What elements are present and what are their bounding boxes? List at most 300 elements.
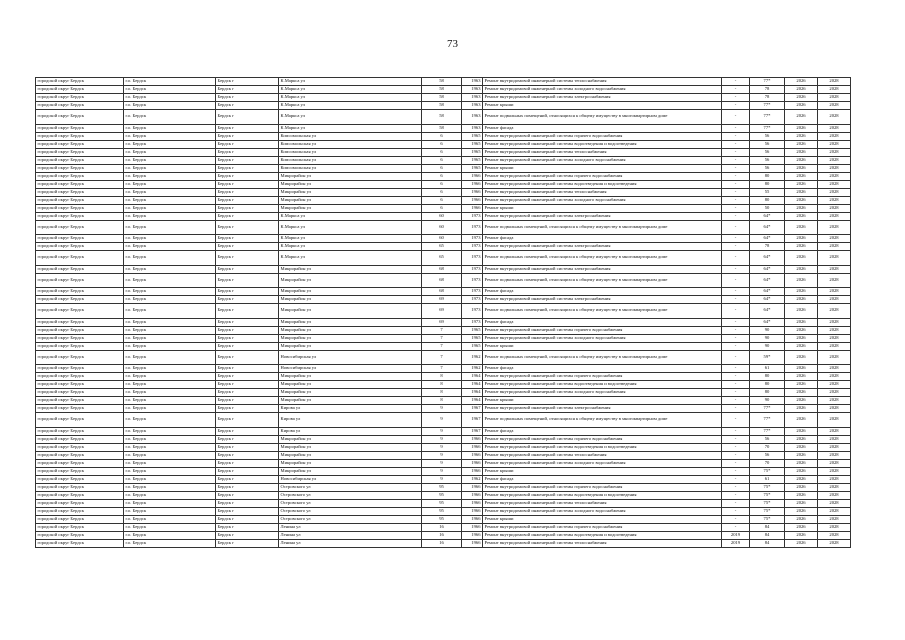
last-repair-year-cell: - <box>722 132 750 140</box>
locality-cell: Бердск г <box>216 467 279 475</box>
street-cell: Микрорайон ул <box>279 304 422 319</box>
build-year-cell: 1965 <box>462 326 483 334</box>
table-row <box>36 459 851 467</box>
house-number-cell: 9 <box>422 435 462 443</box>
street-cell: Ленина ул <box>279 539 422 547</box>
page-number: 73 <box>447 38 458 50</box>
work-type-cell: Ремонт фасада <box>483 318 722 326</box>
plan-start-cell: 2026 <box>785 86 818 94</box>
table-row <box>36 318 851 326</box>
street-cell: Микрорайон ул <box>279 459 422 467</box>
plan-end-cell: 2028 <box>818 180 851 188</box>
locality-cell: Бердск г <box>216 389 279 397</box>
plan-end-cell: 2028 <box>818 156 851 164</box>
street-cell: Микрорайон ул <box>279 342 422 350</box>
build-year-cell: 1973 <box>462 212 483 220</box>
municipality-cell: городской округ Бердск <box>36 413 124 428</box>
work-type-cell: Ремонт внутридомовой инженерной системы холодного водоснабжения <box>483 459 722 467</box>
house-number-cell: 9 <box>422 459 462 467</box>
settlement-cell: г.о. Бердск <box>124 365 216 373</box>
house-number-cell: 9 <box>422 467 462 475</box>
plan-end-cell: 2028 <box>818 475 851 483</box>
street-cell: Микрорайон ул <box>279 381 422 389</box>
plan-start-cell: 2026 <box>785 243 818 251</box>
build-year-cell: 1963 <box>462 86 483 94</box>
wear-percent-cell: 80 <box>750 381 785 389</box>
work-type-cell: Ремонт внутридомовой инженерной системы водоотведения и водоотведения <box>483 140 722 148</box>
build-year-cell: 1965 <box>462 164 483 172</box>
wear-percent-cell: 70 <box>750 459 785 467</box>
plan-end-cell: 2028 <box>818 132 851 140</box>
municipality-cell: городской округ Бердск <box>36 243 124 251</box>
municipality-cell: городской округ Бердск <box>36 196 124 204</box>
municipality-cell: городской округ Бердск <box>36 483 124 491</box>
last-repair-year-cell: - <box>722 265 750 273</box>
plan-start-cell: 2026 <box>785 381 818 389</box>
last-repair-year-cell: - <box>722 326 750 334</box>
build-year-cell: 1973 <box>462 304 483 319</box>
last-repair-year-cell: - <box>722 515 750 523</box>
locality-cell: Бердск г <box>216 459 279 467</box>
locality-cell: Бердск г <box>216 243 279 251</box>
plan-start-cell: 2026 <box>785 467 818 475</box>
build-year-cell: 1964 <box>462 381 483 389</box>
last-repair-year-cell: - <box>722 381 750 389</box>
locality-cell: Бердск г <box>216 405 279 413</box>
settlement-cell: г.о. Бердск <box>124 132 216 140</box>
settlement-cell: г.о. Бердск <box>124 164 216 172</box>
last-repair-year-cell: - <box>722 273 750 288</box>
house-number-cell: 16 <box>422 523 462 531</box>
plan-start-cell: 2026 <box>785 124 818 132</box>
plan-start-cell: 2026 <box>785 188 818 196</box>
settlement-cell: г.о. Бердск <box>124 124 216 132</box>
wear-percent-cell: 55 <box>750 188 785 196</box>
settlement-cell: г.о. Бердск <box>124 196 216 204</box>
plan-start-cell: 2026 <box>785 334 818 342</box>
locality-cell: Бердск г <box>216 342 279 350</box>
municipality-cell: городской округ Бердск <box>36 523 124 531</box>
last-repair-year-cell: - <box>722 443 750 451</box>
street-cell: К.Маркса ул <box>279 220 422 235</box>
last-repair-year-cell: - <box>722 164 750 172</box>
plan-end-cell: 2028 <box>818 539 851 547</box>
plan-end-cell: 2028 <box>818 413 851 428</box>
plan-start-cell: 2026 <box>785 288 818 296</box>
plan-start-cell: 2026 <box>785 483 818 491</box>
plan-start-cell: 2026 <box>785 443 818 451</box>
work-type-cell: Ремонт внутридомовой инженерной системы холодного водоснабжения <box>483 334 722 342</box>
work-type-cell: Ремонт внутридомовой инженерной системы холодного водоснабжения <box>483 196 722 204</box>
work-type-cell: Ремонт внутридомовой инженерной системы теплоснабжения <box>483 148 722 156</box>
settlement-cell: г.о. Бердск <box>124 110 216 125</box>
last-repair-year-cell: - <box>722 296 750 304</box>
wear-percent-cell: 77* <box>750 110 785 125</box>
settlement-cell: г.о. Бердск <box>124 318 216 326</box>
wear-percent-cell: 64* <box>750 296 785 304</box>
locality-cell: Бердск г <box>216 296 279 304</box>
build-year-cell: 1966 <box>462 204 483 212</box>
settlement-cell: г.о. Бердск <box>124 94 216 102</box>
plan-start-cell: 2026 <box>785 523 818 531</box>
last-repair-year-cell: - <box>722 467 750 475</box>
house-number-cell: 16 <box>422 531 462 539</box>
settlement-cell: г.о. Бердск <box>124 413 216 428</box>
table-row <box>36 531 851 539</box>
plan-start-cell: 2026 <box>785 235 818 243</box>
street-cell: К.Маркса ул <box>279 94 422 102</box>
house-number-cell: 9 <box>422 443 462 451</box>
plan-end-cell: 2028 <box>818 459 851 467</box>
municipality-cell: городской округ Бердск <box>36 365 124 373</box>
locality-cell: Бердск г <box>216 78 279 86</box>
table-row <box>36 499 851 507</box>
last-repair-year-cell: - <box>722 507 750 515</box>
plan-end-cell: 2028 <box>818 94 851 102</box>
locality-cell: Бердск г <box>216 435 279 443</box>
municipality-cell: городской округ Бердск <box>36 164 124 172</box>
last-repair-year-cell: - <box>722 86 750 94</box>
locality-cell: Бердск г <box>216 365 279 373</box>
plan-start-cell: 2026 <box>785 397 818 405</box>
street-cell: К.Маркса ул <box>279 86 422 94</box>
plan-start-cell: 2026 <box>785 475 818 483</box>
build-year-cell: 1965 <box>462 148 483 156</box>
build-year-cell: 1966 <box>462 499 483 507</box>
work-type-cell: Ремонт подвальных помещений, относящихся к общему имуществу в многоквартирном доме <box>483 350 722 365</box>
municipality-cell: городской округ Бердск <box>36 539 124 547</box>
table-row <box>36 78 851 86</box>
house-number-cell: 68 <box>422 265 462 273</box>
last-repair-year-cell: - <box>722 180 750 188</box>
plan-end-cell: 2028 <box>818 243 851 251</box>
locality-cell: Бердск г <box>216 373 279 381</box>
street-cell: Микрорайон ул <box>279 273 422 288</box>
house-number-cell: 7 <box>422 326 462 334</box>
locality-cell: Бердск г <box>216 491 279 499</box>
municipality-cell: городской округ Бердск <box>36 296 124 304</box>
locality-cell: Бердск г <box>216 397 279 405</box>
municipality-cell: городской округ Бердск <box>36 124 124 132</box>
wear-percent-cell: 78 <box>750 243 785 251</box>
house-number-cell: 58 <box>422 102 462 110</box>
plan-end-cell: 2028 <box>818 148 851 156</box>
house-number-cell: 6 <box>422 180 462 188</box>
locality-cell: Бердск г <box>216 507 279 515</box>
plan-start-cell: 2026 <box>785 180 818 188</box>
plan-start-cell: 2026 <box>785 531 818 539</box>
last-repair-year-cell: - <box>722 172 750 180</box>
street-cell: Микрорайон ул <box>279 334 422 342</box>
house-number-cell: 7 <box>422 342 462 350</box>
plan-end-cell: 2028 <box>818 86 851 94</box>
street-cell: Микрорайон ул <box>279 451 422 459</box>
wear-percent-cell: 90 <box>750 326 785 334</box>
wear-percent-cell: 56 <box>750 156 785 164</box>
build-year-cell: 1973 <box>462 251 483 266</box>
plan-end-cell: 2028 <box>818 443 851 451</box>
build-year-cell: 1962 <box>462 365 483 373</box>
plan-start-cell: 2026 <box>785 164 818 172</box>
table-row <box>36 483 851 491</box>
house-number-cell: 8 <box>422 373 462 381</box>
table-row <box>36 204 851 212</box>
house-number-cell: 60 <box>422 220 462 235</box>
wear-percent-cell: 80 <box>750 172 785 180</box>
settlement-cell: г.о. Бердск <box>124 491 216 499</box>
plan-end-cell: 2028 <box>818 164 851 172</box>
locality-cell: Бердск г <box>216 531 279 539</box>
locality-cell: Бердск г <box>216 204 279 212</box>
plan-end-cell: 2028 <box>818 124 851 132</box>
table-row <box>36 475 851 483</box>
locality-cell: Бердск г <box>216 164 279 172</box>
wear-percent-cell: 75* <box>750 515 785 523</box>
house-number-cell: 6 <box>422 172 462 180</box>
locality-cell: Бердск г <box>216 124 279 132</box>
table-row <box>36 265 851 273</box>
table-row <box>36 373 851 381</box>
last-repair-year-cell: - <box>722 499 750 507</box>
street-cell: Кирова ул <box>279 413 422 428</box>
build-year-cell: 1966 <box>462 515 483 523</box>
locality-cell: Бердск г <box>216 196 279 204</box>
house-number-cell: 7 <box>422 350 462 365</box>
house-number-cell: 60 <box>422 212 462 220</box>
table-row <box>36 212 851 220</box>
work-type-cell: Ремонт внутридомовой инженерной системы теплоснабжения <box>483 78 722 86</box>
plan-start-cell: 2026 <box>785 265 818 273</box>
house-number-cell: 95 <box>422 499 462 507</box>
locality-cell: Бердск г <box>216 539 279 547</box>
last-repair-year-cell: - <box>722 451 750 459</box>
last-repair-year-cell: - <box>722 365 750 373</box>
street-cell: Микрорайон ул <box>279 443 422 451</box>
street-cell: К.Маркса ул <box>279 251 422 266</box>
last-repair-year-cell: - <box>722 188 750 196</box>
wear-percent-cell: 77* <box>750 124 785 132</box>
municipality-cell: городской округ Бердск <box>36 342 124 350</box>
table-row <box>36 342 851 350</box>
plan-start-cell: 2026 <box>785 435 818 443</box>
municipality-cell: городской округ Бердск <box>36 265 124 273</box>
municipality-cell: городской округ Бердск <box>36 204 124 212</box>
wear-percent-cell: 84 <box>750 523 785 531</box>
wear-percent-cell: 75* <box>750 507 785 515</box>
settlement-cell: г.о. Бердск <box>124 435 216 443</box>
street-cell: Микрорайон ул <box>279 296 422 304</box>
table-row <box>36 110 851 125</box>
work-type-cell: Ремонт фасада <box>483 235 722 243</box>
house-number-cell: 58 <box>422 94 462 102</box>
last-repair-year-cell: - <box>722 288 750 296</box>
house-number-cell: 95 <box>422 491 462 499</box>
work-type-cell: Ремонт фасада <box>483 288 722 296</box>
municipality-cell: городской округ Бердск <box>36 273 124 288</box>
street-cell: Микрорайон ул <box>279 188 422 196</box>
locality-cell: Бердск г <box>216 102 279 110</box>
street-cell: Ленина ул <box>279 531 422 539</box>
municipality-cell: городской округ Бердск <box>36 220 124 235</box>
table-row <box>36 397 851 405</box>
table-row <box>36 350 851 365</box>
last-repair-year-cell: 2019 <box>722 539 750 547</box>
work-type-cell: Ремонт крыши <box>483 467 722 475</box>
house-number-cell: 69 <box>422 296 462 304</box>
work-type-cell: Ремонт крыши <box>483 515 722 523</box>
last-repair-year-cell: - <box>722 110 750 125</box>
house-number-cell: 8 <box>422 381 462 389</box>
table-row <box>36 507 851 515</box>
house-number-cell: 7 <box>422 334 462 342</box>
build-year-cell: 1973 <box>462 220 483 235</box>
build-year-cell: 1963 <box>462 78 483 86</box>
wear-percent-cell: 80 <box>750 389 785 397</box>
plan-start-cell: 2026 <box>785 365 818 373</box>
wear-percent-cell: 61 <box>750 365 785 373</box>
last-repair-year-cell: - <box>722 220 750 235</box>
table-row <box>36 148 851 156</box>
plan-start-cell: 2026 <box>785 251 818 266</box>
settlement-cell: г.о. Бердск <box>124 251 216 266</box>
last-repair-year-cell: - <box>722 413 750 428</box>
settlement-cell: г.о. Бердск <box>124 483 216 491</box>
locality-cell: Бердск г <box>216 140 279 148</box>
wear-percent-cell: 64* <box>750 273 785 288</box>
work-type-cell: Ремонт внутридомовой инженерной системы теплоснабжения <box>483 539 722 547</box>
municipality-cell: городской округ Бердск <box>36 212 124 220</box>
municipality-cell: городской округ Бердск <box>36 531 124 539</box>
last-repair-year-cell: - <box>722 483 750 491</box>
last-repair-year-cell: 2019 <box>722 531 750 539</box>
table-row <box>36 172 851 180</box>
locality-cell: Бердск г <box>216 94 279 102</box>
table-row <box>36 365 851 373</box>
settlement-cell: г.о. Бердск <box>124 220 216 235</box>
plan-end-cell: 2028 <box>818 342 851 350</box>
table-row <box>36 304 851 319</box>
build-year-cell: 1966 <box>462 539 483 547</box>
settlement-cell: г.о. Бердск <box>124 296 216 304</box>
wear-percent-cell: 84 <box>750 531 785 539</box>
table-row <box>36 405 851 413</box>
table-row <box>36 196 851 204</box>
house-number-cell: 16 <box>422 539 462 547</box>
street-cell: Микрорайон ул <box>279 172 422 180</box>
settlement-cell: г.о. Бердск <box>124 212 216 220</box>
plan-end-cell: 2028 <box>818 78 851 86</box>
table-row <box>36 164 851 172</box>
work-type-cell: Ремонт внутридомовой инженерной системы теплоснабжения <box>483 499 722 507</box>
plan-end-cell: 2028 <box>818 204 851 212</box>
settlement-cell: г.о. Бердск <box>124 188 216 196</box>
plan-end-cell: 2028 <box>818 296 851 304</box>
house-number-cell: 60 <box>422 235 462 243</box>
wear-percent-cell: 80 <box>750 180 785 188</box>
build-year-cell: 1966 <box>462 483 483 491</box>
plan-end-cell: 2028 <box>818 196 851 204</box>
settlement-cell: г.о. Бердск <box>124 204 216 212</box>
build-year-cell: 1965 <box>462 334 483 342</box>
plan-end-cell: 2028 <box>818 102 851 110</box>
last-repair-year-cell: - <box>722 304 750 319</box>
build-year-cell: 1966 <box>462 451 483 459</box>
plan-start-cell: 2026 <box>785 94 818 102</box>
street-cell: К.Маркса ул <box>279 124 422 132</box>
settlement-cell: г.о. Бердск <box>124 443 216 451</box>
settlement-cell: г.о. Бердск <box>124 265 216 273</box>
work-type-cell: Ремонт внутридомовой инженерной системы электроснабжения <box>483 296 722 304</box>
build-year-cell: 1966 <box>462 188 483 196</box>
street-cell: Комсомольская ул <box>279 132 422 140</box>
plan-start-cell: 2026 <box>785 102 818 110</box>
plan-end-cell: 2028 <box>818 251 851 266</box>
settlement-cell: г.о. Бердск <box>124 475 216 483</box>
plan-end-cell: 2028 <box>818 507 851 515</box>
municipality-cell: городской округ Бердск <box>36 251 124 266</box>
work-type-cell: Ремонт внутридомовой инженерной системы водоотведения и водоотведения <box>483 531 722 539</box>
locality-cell: Бердск г <box>216 515 279 523</box>
house-number-cell: 95 <box>422 515 462 523</box>
municipality-cell: городской округ Бердск <box>36 499 124 507</box>
table-row <box>36 523 851 531</box>
last-repair-year-cell: - <box>722 196 750 204</box>
house-number-cell: 6 <box>422 196 462 204</box>
settlement-cell: г.о. Бердск <box>124 531 216 539</box>
house-number-cell: 69 <box>422 304 462 319</box>
table-row <box>36 188 851 196</box>
street-cell: К.Маркса ул <box>279 78 422 86</box>
plan-end-cell: 2028 <box>818 483 851 491</box>
table-row <box>36 443 851 451</box>
locality-cell: Бердск г <box>216 86 279 94</box>
last-repair-year-cell: - <box>722 251 750 266</box>
plan-start-cell: 2026 <box>785 204 818 212</box>
work-type-cell: Ремонт подвальных помещений, относящихся к общему имуществу в многоквартирном доме <box>483 220 722 235</box>
plan-start-cell: 2026 <box>785 413 818 428</box>
locality-cell: Бердск г <box>216 172 279 180</box>
last-repair-year-cell: - <box>722 243 750 251</box>
locality-cell: Бердск г <box>216 212 279 220</box>
street-cell: К.Маркса ул <box>279 110 422 125</box>
build-year-cell: 1963 <box>462 102 483 110</box>
street-cell: Ленина ул <box>279 523 422 531</box>
locality-cell: Бердск г <box>216 132 279 140</box>
wear-percent-cell: 50 <box>750 204 785 212</box>
settlement-cell: г.о. Бердск <box>124 273 216 288</box>
build-year-cell: 1966 <box>462 507 483 515</box>
table-row <box>36 467 851 475</box>
plan-start-cell: 2026 <box>785 405 818 413</box>
build-year-cell: 1973 <box>462 235 483 243</box>
plan-end-cell: 2028 <box>818 405 851 413</box>
wear-percent-cell: 78 <box>750 94 785 102</box>
street-cell: Новосибирская ул <box>279 475 422 483</box>
work-type-cell: Ремонт внутридомовой инженерной системы горячего водоснабжения <box>483 326 722 334</box>
table-row <box>36 451 851 459</box>
house-number-cell: 6 <box>422 204 462 212</box>
wear-percent-cell: 64* <box>750 318 785 326</box>
plan-start-cell: 2026 <box>785 342 818 350</box>
last-repair-year-cell: - <box>722 350 750 365</box>
last-repair-year-cell: - <box>722 78 750 86</box>
last-repair-year-cell: - <box>722 405 750 413</box>
build-year-cell: 1966 <box>462 459 483 467</box>
settlement-cell: г.о. Бердск <box>124 334 216 342</box>
settlement-cell: г.о. Бердск <box>124 342 216 350</box>
work-type-cell: Ремонт фасада <box>483 427 722 435</box>
table-row <box>36 140 851 148</box>
